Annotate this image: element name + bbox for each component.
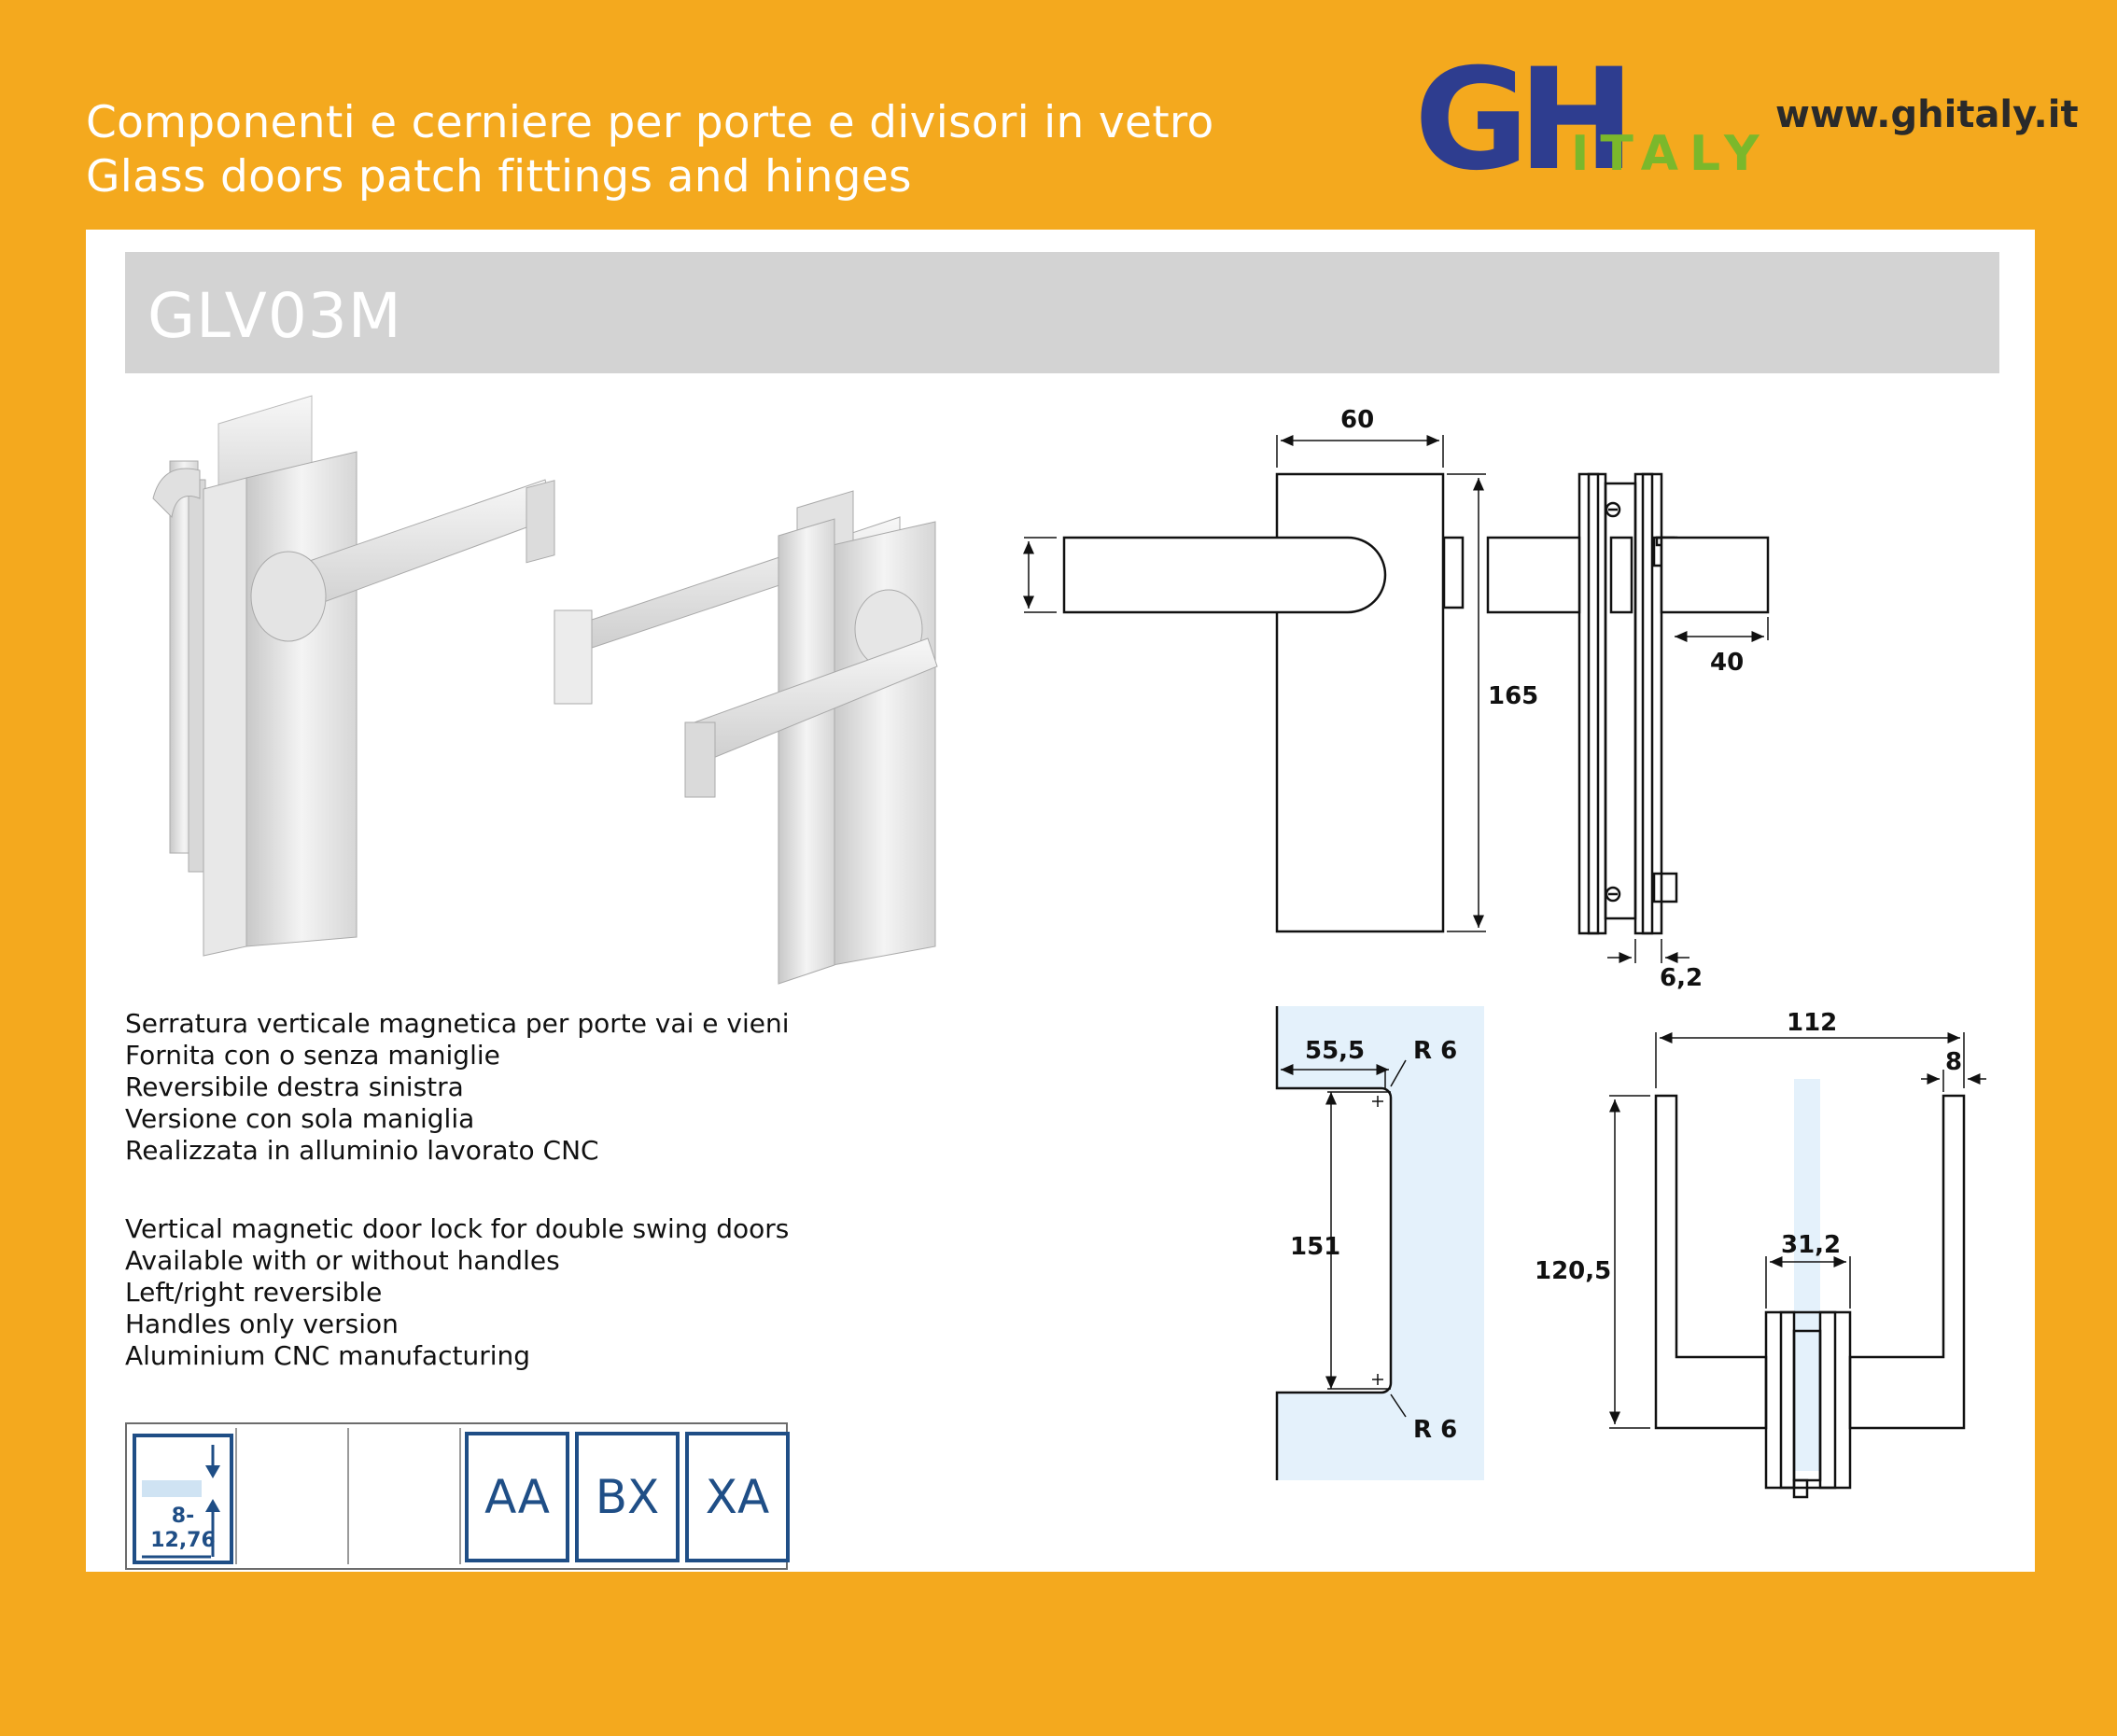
dim-top-edge: 8 xyxy=(1945,1048,1963,1076)
desc-en-line: Handles only version xyxy=(125,1309,399,1339)
header-line-english: Glass doors patch fittings and hinges xyxy=(86,151,912,203)
dim-side-handle: 40 xyxy=(1710,649,1745,677)
desc-it-line: Fornita con o senza maniglie xyxy=(125,1040,500,1071)
product-sheet xyxy=(86,230,2035,1572)
dim-front-width: 60 xyxy=(1340,406,1375,434)
dim-cut-radius-top: R 6 xyxy=(1413,1037,1458,1065)
dim-top-glass: 31,2 xyxy=(1781,1231,1842,1259)
empty-cell xyxy=(349,1428,461,1564)
finish-code-bx: BX xyxy=(575,1432,680,1562)
description-italian xyxy=(125,1008,789,1167)
website-url[interactable]: www.ghitaly.it xyxy=(1775,93,2079,136)
description-english xyxy=(125,1213,789,1372)
logo-gh-text: GH xyxy=(1414,39,1624,202)
desc-it-line: Serratura verticale magnetica per porte vai e vieni xyxy=(125,1008,790,1039)
logo-italy-text: ITALY xyxy=(1571,126,1771,182)
header-line-italian: Componenti e cerniere per porte e divisori in vetro xyxy=(86,97,1214,148)
desc-it-line: Realizzata in alluminio lavorato CNC xyxy=(125,1135,599,1166)
dim-cut-height: 151 xyxy=(1290,1233,1341,1261)
ghitaly-logo xyxy=(1414,39,1771,202)
desc-en-line: Left/right reversible xyxy=(125,1277,383,1308)
dim-side-thickness: 6,2 xyxy=(1660,964,1703,992)
glass-thickness-cell xyxy=(127,1428,237,1564)
finish-code-aa: AA xyxy=(465,1432,569,1562)
dim-top-depth: 120,5 xyxy=(1535,1257,1612,1285)
desc-it-line: Versione con sola maniglia xyxy=(125,1103,475,1134)
desc-en-line: Vertical magnetic door lock for double swing doors xyxy=(125,1213,790,1244)
finish-code-xa: XA xyxy=(685,1432,790,1562)
product-code: GLV03M xyxy=(147,280,402,352)
dim-cut-radius-bottom: R 6 xyxy=(1413,1416,1458,1444)
desc-en-line: Aluminium CNC manufacturing xyxy=(125,1340,530,1371)
empty-cell xyxy=(237,1428,349,1564)
dim-top-width: 112 xyxy=(1787,1009,1838,1037)
glass-thickness-max: 12,76 xyxy=(150,1529,216,1552)
specification-icons xyxy=(125,1422,788,1570)
desc-it-line: Reversibile destra sinistra xyxy=(125,1071,464,1102)
glass-thickness-min: 8- xyxy=(171,1505,195,1528)
glass-thickness-icon xyxy=(133,1434,233,1564)
dim-cut-width: 55,5 xyxy=(1305,1037,1366,1065)
dim-front-height: 165 xyxy=(1488,682,1539,710)
desc-en-line: Available with or without handles xyxy=(125,1245,560,1276)
